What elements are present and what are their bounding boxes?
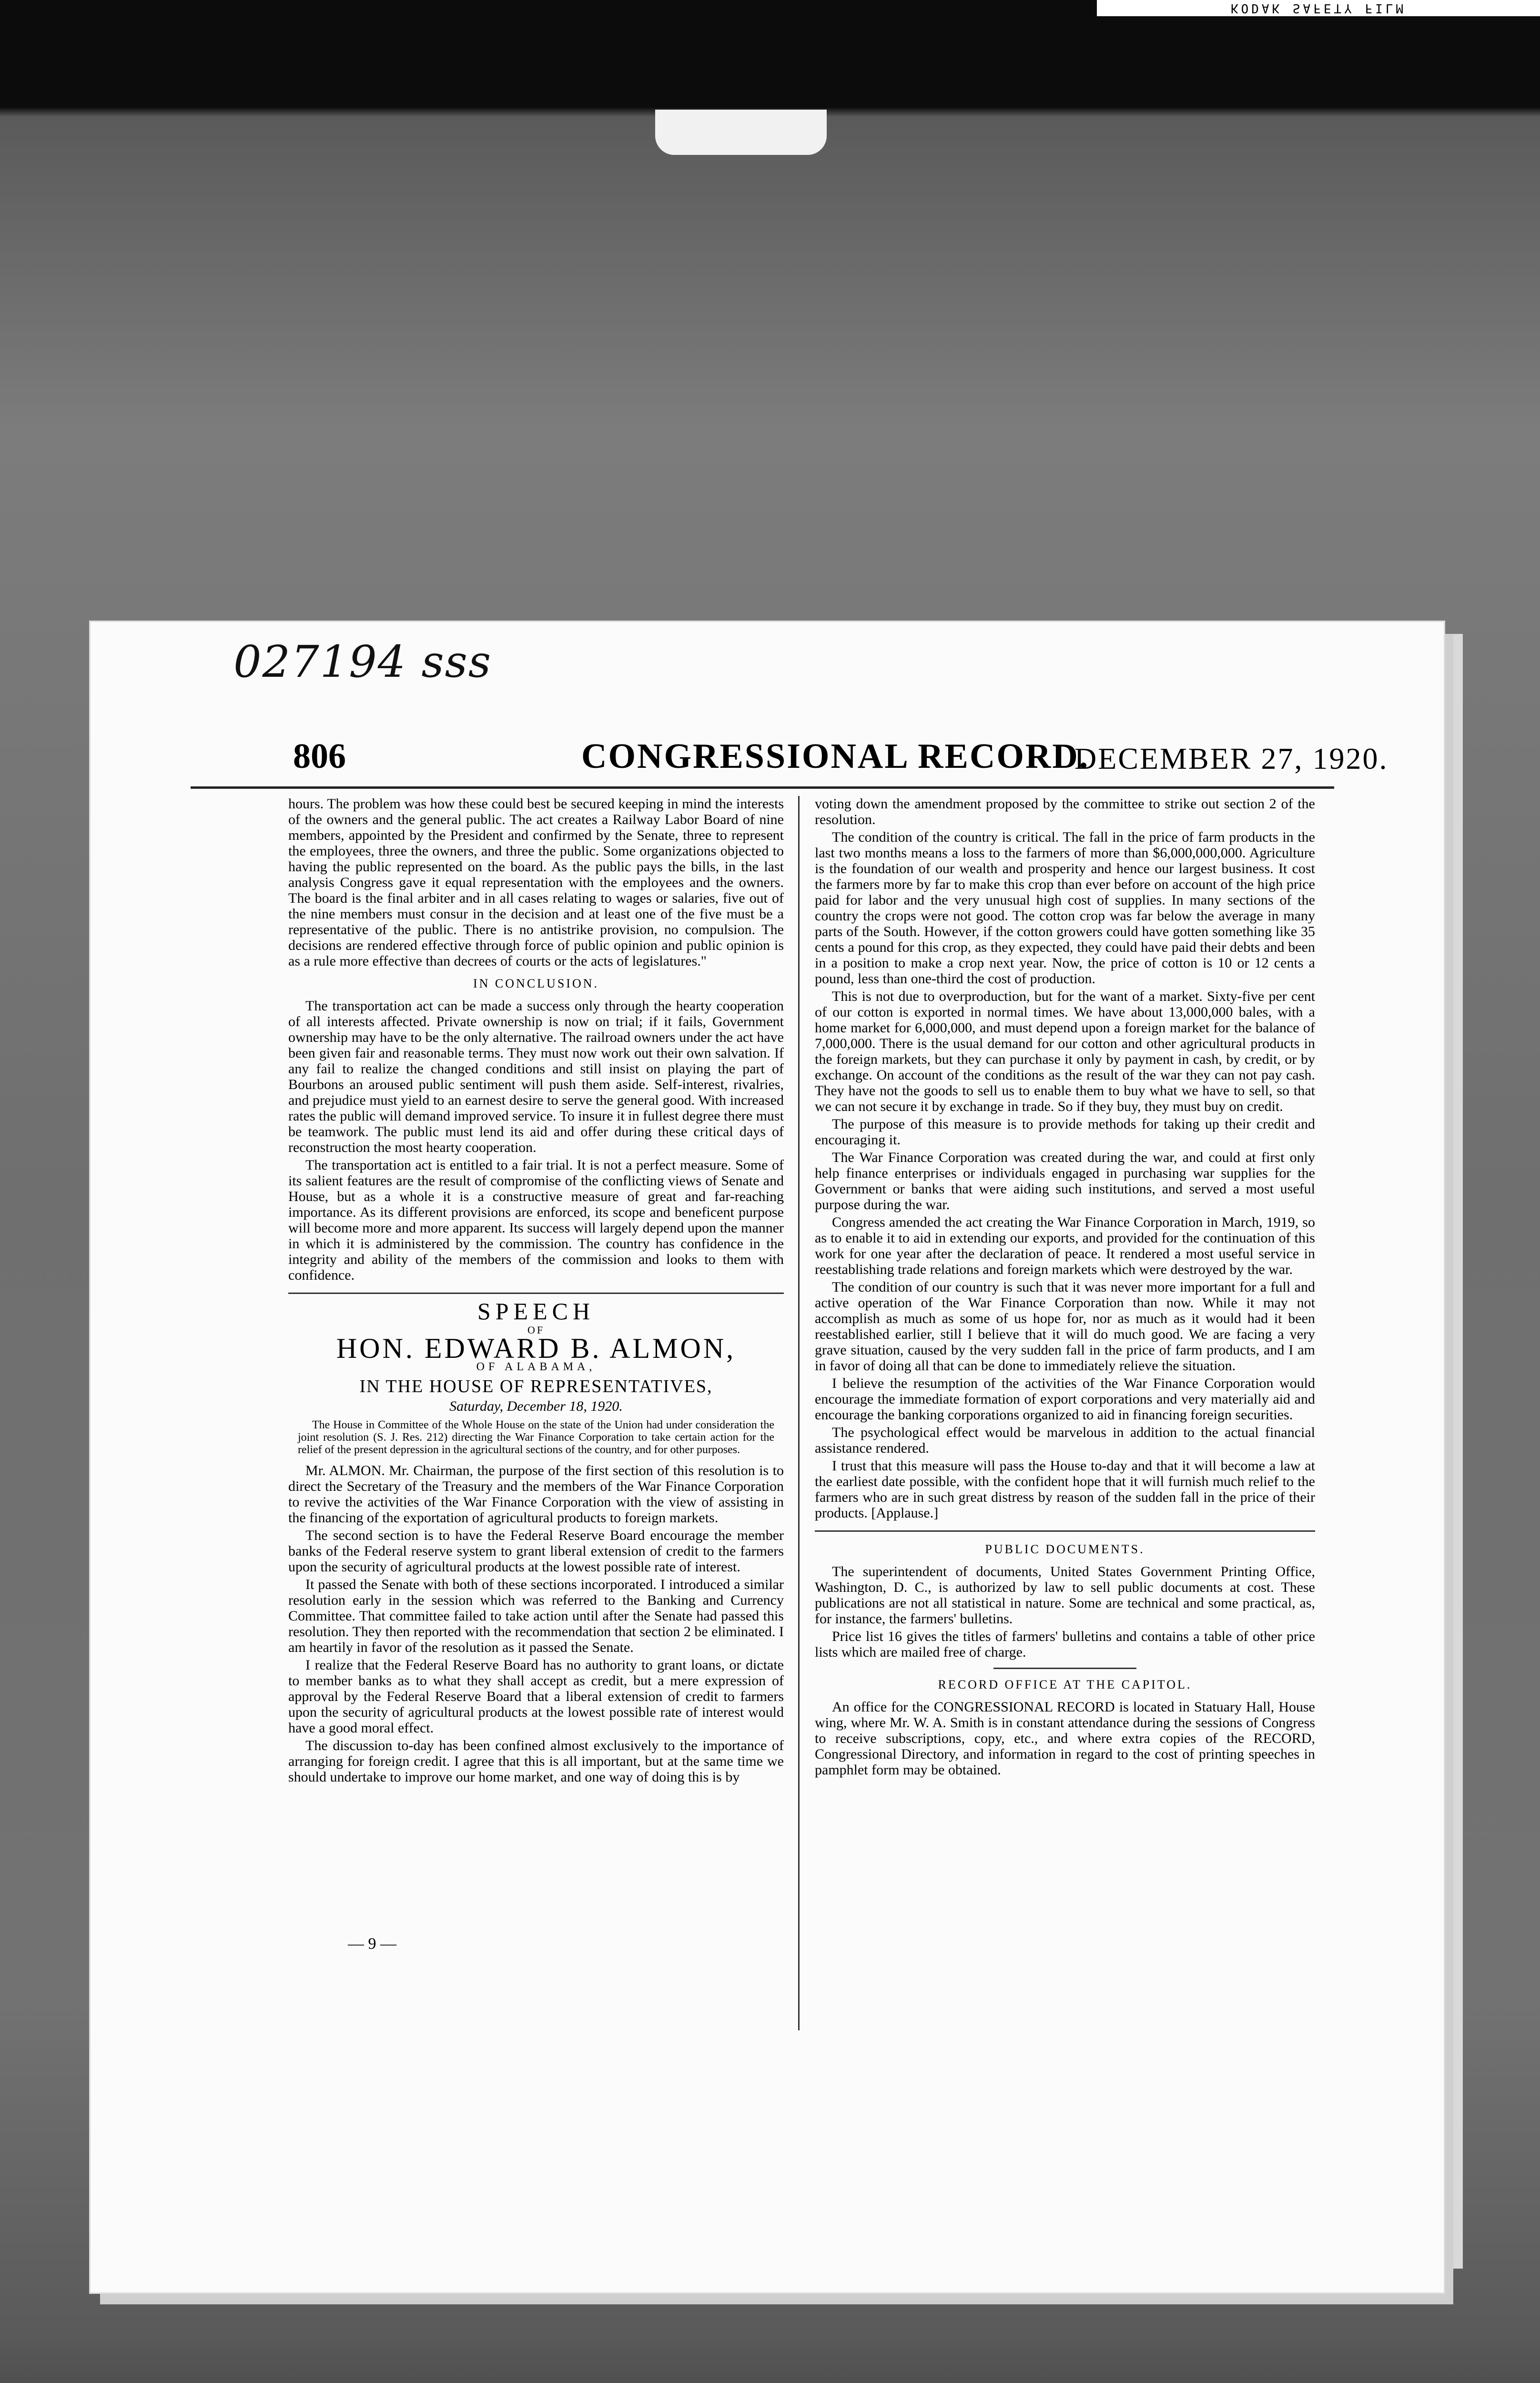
- paragraph: This is not due to overproduction, but for the want of a market. Sixty-five per cent of our cotton is exported in normal times. We have about 13,000,000 bales, with a home market for 6,000,000, and must depend upon a foreign market for the balance of 7,000,000. There is the usual demand for our cotton and other agricultural products in the foreign markets, but they can purchase it only by payment in cash, by credit, or by exchange. On account of the conditions as the result of the war they can not pay cash. They have not the goods to sell us to enable them to buy what we have to sell, so that we can not secure it by exchange in trade. So if they buy, they must buy on credit.: [815, 988, 1315, 1114]
- speaker-state: OF ALABAMA,: [476, 1361, 596, 1373]
- paragraph: The condition of our country is such that it was never more important for a full and active operation of the War Finance Corporation than now. While it may not accomplish as much as some of us hope for, nor as much as it would had it been reestablished earlier, still I believe that it will do much good. We are facing a very grave situation, caused by the very sudden fall in the price of farm products, and I am in favor of doing all that can be done to immediately relieve the situation.: [815, 1279, 1315, 1374]
- paper-tab: [655, 110, 827, 155]
- section-rule: [288, 1293, 784, 1294]
- paragraph: The transportation act can be made a success only through the hearty cooperation of all interests affected. Private ownership is now on trial; if it fails, Government ownership may have to be the only alternative. The railroad owners under the act have been given fair and reasonable terms. They must now work out their own salvation. If any fail to realize the changed conditions and still insist on playing the part of Bourbons an aroused public sentiment will push them aside. Self-interest, rivalries, and prejudice must yield to an earnest desire to serve the general good. With increased rates the public will demand improved service. To insure it in fullest degree there must be teamwork. The public must lend its aid and offer during these critical days of reconstruction the most hearty cooperation.: [288, 998, 784, 1155]
- paragraph: The discussion to-day has been confined almost exclusively to the importance of arranging for foreign credit. I agree that this is all important, but at the same time we should undertake to improve our home market, and one way of doing this is by: [288, 1738, 784, 1785]
- section-heading: PUBLIC DOCUMENTS.: [985, 1542, 1145, 1556]
- section-rule: [993, 1668, 1136, 1669]
- handwritten-reference: 027194 sss: [233, 636, 492, 687]
- paragraph: hours. The problem was how these could best be secured keeping in mind the interests of the owners and the general public. The act creates a Railway Labor Board of nine members, appointed by the President and confirmed by the Senate, three to represent the employees, three the owners, and three the public. Some organizations objected to having the public represented on the board. As the public pays the bills, in the last analysis Congress gave it equal representation with the employees and the owners. The board is the final arbiter and in all cases relating to wages or salaries, five out of the nine members must consur in the decision and at least one of the five must be a representative of the public. There is no antistrike provision, no compulsion. The decisions are rendered effective through force of public opinion and public opinion is as a rule more effective than decrees of courts or the acts of legislatures.": [288, 796, 784, 969]
- paragraph: I trust that this measure will pass the House to-day and that it will become a law at the earliest date possible, with the confident hope that it will furnish much relief to the farmers who are in such great distress by reason of the sudden fall in the price of their products. [Applause.]: [815, 1458, 1315, 1521]
- column-divider: [798, 796, 800, 2030]
- paragraph: I believe the resumption of the activities of the War Finance Corporation would encourage the immediate formation of export corporations and very materially aid and encourage the banking corporations organized to aid in financing foreign securities.: [815, 1375, 1315, 1423]
- header-rule: [191, 786, 1334, 789]
- paragraph: The War Finance Corporation was created during the war, and could at first only help finance enterprises or individuals engaged in purchasing war supplies for the Government or banks that were aiding such institutions, and served a most useful purpose during the war.: [815, 1150, 1315, 1212]
- chamber: IN THE HOUSE OF REPRESENTATIVES,: [359, 1376, 713, 1396]
- right-column: [815, 796, 1315, 2026]
- footer-page-number: — 9 —: [348, 1935, 396, 1953]
- paragraph: An office for the CONGRESSIONAL RECORD is located in Statuary Hall, House wing, where Mr. W. A. Smith is in constant attendance during the sessions of Congress to receive subscriptions, copy, etc., and where extra copies of the RECORD, Congressional Directory, and information in regard to the cost of printing speeches in pamphlet form may be obtained.: [815, 1699, 1315, 1778]
- paragraph: The transportation act is entitled to a fair trial. It is not a perfect measure. Some of its salient features are the result of compromise of the conflicting views of Senate and House, but as a whole it is a constructive measure of great and far-reaching importance. As its different provisions are enforced, its scope and beneficent purpose will become more and more apparent. Its success will largely depend upon the manner in which it is administered by the commission. The country has confidence in the integrity and ability of the members of the commission and looks to them with confidence.: [288, 1157, 784, 1283]
- paragraph: The second section is to have the Federal Reserve Board encourage the member banks of the Federal reserve system to grant liberal extension of credit to the farmers upon the security of agricultural products at the lowest possible rate of interest.: [288, 1528, 784, 1575]
- journal-title: CONGRESSIONAL RECORD.: [581, 737, 1090, 776]
- paragraph: Price list 16 gives the titles of farmers' bulletins and contains a table of other price lists which are mailed free of charge.: [815, 1629, 1315, 1660]
- committee-note: The House in Committee of the Whole House on the state of the Union had under consideration the joint resolution (S. J. Res. 212) directing the War Finance Corporation to take certain action for the relief of the present depression in the agricultural sections of the country, and for other purposes.: [298, 1419, 774, 1456]
- paragraph: It passed the Senate with both of these sections incorporated. I introduced a similar resolution early in the session which was referred to the Banking and Currency Committee. That committee failed to take action until after the Senate had passed this resolution. They then reported with the recommendation that section 2 be eliminated. I am heartily in favor of the resolution as it passed the Senate.: [288, 1577, 784, 1655]
- page-number: 806: [293, 737, 346, 776]
- film-edge-label: KODAK SAFETY FILM: [1097, 0, 1540, 16]
- paragraph: I realize that the Federal Reserve Board has no authority to grant loans, or dictate to member banks as to what they shall accept as credit, but a mere expression of approval by the Federal Reserve Board that a liberal extension of credit to farmers upon the security of agricultural products at the lowest possible rate of interest would have a good moral effect.: [288, 1657, 784, 1736]
- paragraph: voting down the amendment proposed by the committee to strike out section 2 of the resolution.: [815, 796, 1315, 827]
- paragraph: The psychological effect would be marvelous in addition to the actual financial assistance rendered.: [815, 1425, 1315, 1456]
- paragraph: The purpose of this measure is to provide methods for taking up their credit and encouraging it.: [815, 1116, 1315, 1148]
- section-heading: RECORD OFFICE AT THE CAPITOL.: [938, 1678, 1192, 1691]
- paragraph: The condition of the country is critical. The fall in the price of farm products in the last two months means a loss to the farmers of more than $6,000,000,000. Agriculture is the foundation of our wealth and prosperity and hence our largest business. It cost the farmers more by far to make this crop than ever before on account of the high price paid for labor and the very unusual high cost of supplies. In many sections of the country the crops were not good. The cotton crop was far below the average in many parts of the South. However, if the cotton growers could have gotten something like 35 cents a pound for this crop, as they expected, they could have paid their debts and been in a position to make a crop next year. Now, the price of cotton is 10 or 12 cents a pound, less than one-third the cost of production.: [815, 829, 1315, 987]
- speech-title: SPEECH: [477, 1298, 595, 1324]
- paragraph: Mr. ALMON. Mr. Chairman, the purpose of the first section of this resolution is to direct the Secretary of the Treasury and the members of the War Finance Corporation to revive the activities of the War Finance Corporation with the view of assisting in the financing of the exportation of agricultural products to foreign markets.: [288, 1463, 784, 1526]
- speech-date: Saturday, December 18, 1920.: [449, 1398, 623, 1414]
- issue-date: DECEMBER 27, 1920.: [1074, 742, 1388, 775]
- speaker-name: HON. EDWARD B. ALMON,: [336, 1333, 736, 1364]
- paragraph: The superintendent of documents, United States Government Printing Office, Washington, D. C., is authorized by law to sell public documents at cost. These publications are not all statistical in nature. Some are technical and some practical, as, for instance, the farmers' bulletins.: [815, 1564, 1315, 1627]
- section-rule: [815, 1530, 1315, 1532]
- speech-of: OF: [527, 1324, 545, 1336]
- section-heading: IN CONCLUSION.: [473, 977, 599, 990]
- left-column: [288, 796, 784, 1940]
- paragraph: Congress amended the act creating the War Finance Corporation in March, 1919, so as to enable it to aid in extending our exports, and provided for the continuation of this work for one year after the declaration of peace. It rendered a most useful service in reestablishing trade relations and foreign markets which were destroyed by the war.: [815, 1214, 1315, 1277]
